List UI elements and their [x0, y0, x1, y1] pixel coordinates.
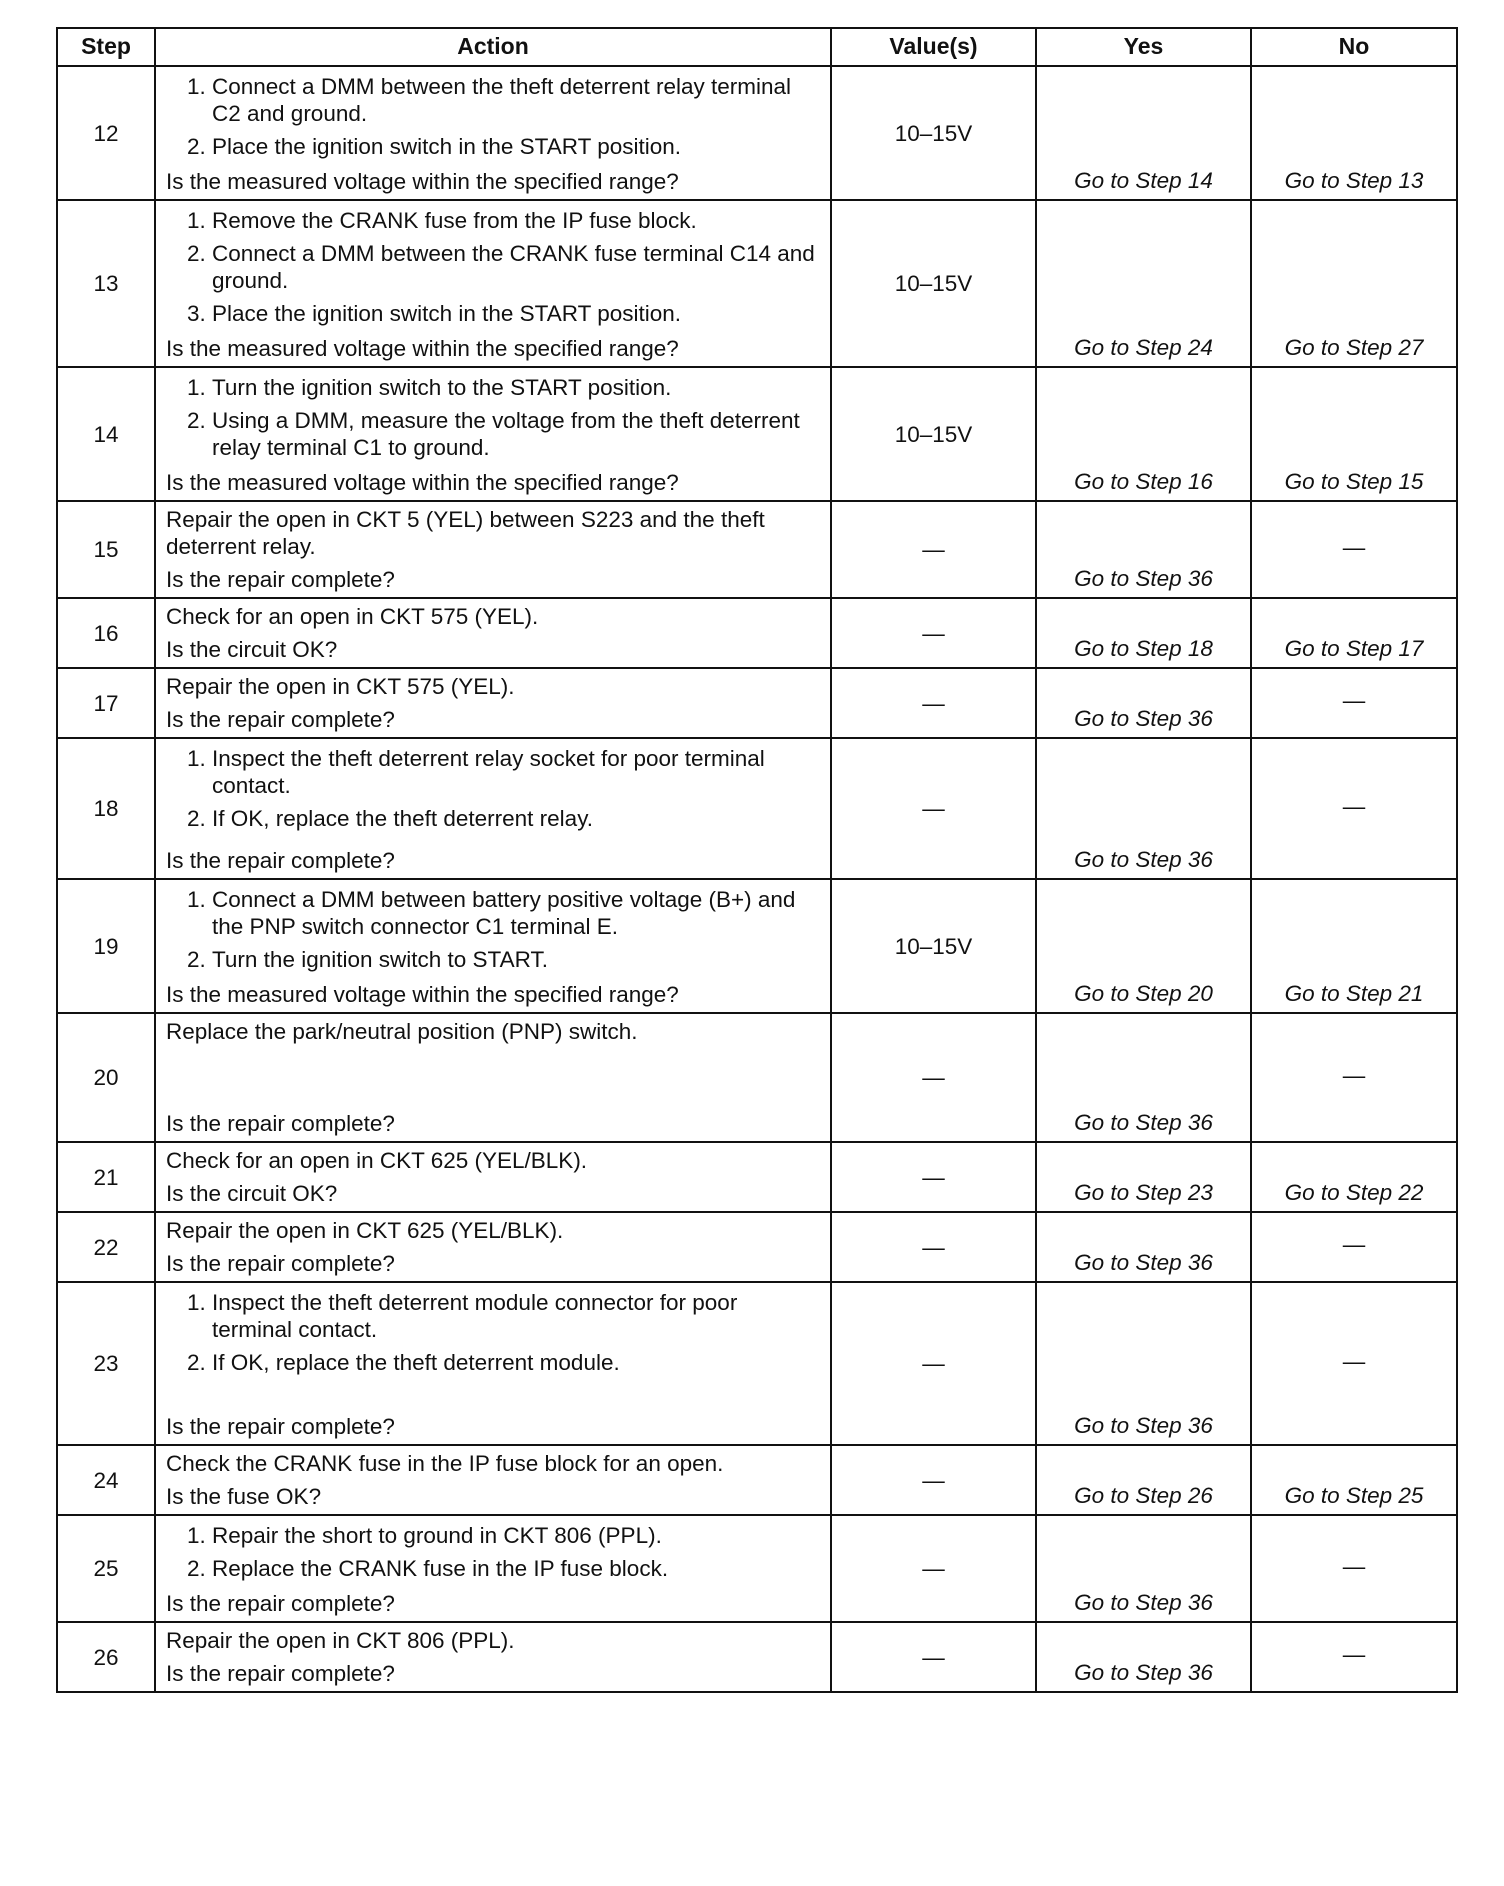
step-number: 16 — [57, 598, 155, 668]
no-cell: — — [1251, 1282, 1457, 1445]
diagnostic-table — [56, 27, 1458, 1693]
no-cell: Go to Step 17 — [1251, 598, 1457, 668]
no-cell: Go to Step 25 — [1251, 1445, 1457, 1515]
no-cell: Go to Step 15 — [1251, 367, 1457, 501]
value-cell: — — [831, 1142, 1036, 1212]
action-cell — [155, 501, 831, 598]
action-step: 2. Place the ignition switch in the START position. — [212, 133, 822, 160]
action-text: Repair the open in CKT 575 (YEL). — [166, 674, 515, 699]
table-row — [57, 1282, 1457, 1445]
action-steps-list — [166, 1522, 822, 1588]
table-row — [57, 1142, 1457, 1212]
value-cell: 10–15V — [831, 66, 1036, 200]
value-cell: 10–15V — [831, 200, 1036, 367]
action-text: Check the CRANK fuse in the IP fuse block for an open. — [166, 1451, 724, 1476]
yes-cell: Go to Step 26 — [1036, 1445, 1251, 1515]
no-cell: — — [1251, 1515, 1457, 1622]
step-number: 21 — [57, 1142, 155, 1212]
action-question: Is the repair complete? — [166, 1591, 395, 1616]
step-number: 15 — [57, 501, 155, 598]
value-cell: — — [831, 1212, 1036, 1282]
table-row — [57, 1445, 1457, 1515]
table-row — [57, 200, 1457, 367]
table-row — [57, 1622, 1457, 1692]
yes-cell: Go to Step 20 — [1036, 879, 1251, 1013]
yes-cell: Go to Step 24 — [1036, 200, 1251, 367]
table-row — [57, 879, 1457, 1013]
action-question: Is the repair complete? — [166, 1251, 395, 1276]
header-values: Value(s) — [831, 28, 1036, 66]
table-header-row — [57, 28, 1457, 66]
step-number: 26 — [57, 1622, 155, 1692]
no-cell: — — [1251, 668, 1457, 738]
value-cell: — — [831, 1013, 1036, 1142]
action-step: 1. Repair the short to ground in CKT 806 (PPL). — [212, 1522, 822, 1549]
action-step: 2. Turn the ignition switch to START. — [212, 946, 822, 973]
action-text: Repair the open in CKT 806 (PPL). — [166, 1628, 515, 1653]
action-steps-list — [166, 374, 822, 467]
value-cell: — — [831, 1622, 1036, 1692]
action-steps-list — [166, 1289, 822, 1382]
action-question: Is the repair complete? — [166, 848, 395, 873]
table-body — [57, 66, 1457, 1692]
value-cell: — — [831, 1515, 1036, 1622]
no-cell: Go to Step 21 — [1251, 879, 1457, 1013]
action-cell — [155, 738, 831, 879]
yes-cell: Go to Step 18 — [1036, 598, 1251, 668]
diagnostic-sheet — [56, 27, 1458, 1693]
step-number: 23 — [57, 1282, 155, 1445]
no-cell: Go to Step 22 — [1251, 1142, 1457, 1212]
step-number: 19 — [57, 879, 155, 1013]
action-question: Is the repair complete? — [166, 567, 395, 592]
table-row — [57, 1013, 1457, 1142]
action-steps-list — [166, 886, 822, 979]
action-steps-list — [166, 207, 822, 333]
yes-cell: Go to Step 23 — [1036, 1142, 1251, 1212]
action-text: Repair the open in CKT 625 (YEL/BLK). — [166, 1218, 564, 1243]
action-cell — [155, 200, 831, 367]
value-cell: — — [831, 598, 1036, 668]
action-cell — [155, 367, 831, 501]
action-step: 1. Turn the ignition switch to the START position. — [212, 374, 822, 401]
action-question: Is the measured voltage within the specified range? — [166, 982, 679, 1007]
action-question: Is the circuit OK? — [166, 1181, 338, 1206]
action-step: 2. If OK, replace the theft deterrent relay. — [212, 805, 822, 832]
header-yes: Yes — [1036, 28, 1251, 66]
header-step: Step — [57, 28, 155, 66]
action-cell — [155, 1142, 831, 1212]
value-cell: 10–15V — [831, 879, 1036, 1013]
action-text: Repair the open in CKT 5 (YEL) between S223 and the theft deterrent relay. — [166, 507, 765, 559]
action-question: Is the repair complete? — [166, 1111, 395, 1136]
yes-cell: Go to Step 36 — [1036, 1622, 1251, 1692]
action-cell — [155, 1282, 831, 1445]
action-cell — [155, 1622, 831, 1692]
action-steps-list — [166, 745, 822, 838]
no-cell: Go to Step 13 — [1251, 66, 1457, 200]
no-cell: — — [1251, 1013, 1457, 1142]
step-number: 24 — [57, 1445, 155, 1515]
value-cell: — — [831, 1445, 1036, 1515]
action-question: Is the circuit OK? — [166, 637, 338, 662]
value-cell: — — [831, 1282, 1036, 1445]
action-step: 2. Using a DMM, measure the voltage from the theft deterrent relay terminal C1 to ground. — [212, 407, 822, 461]
action-cell — [155, 668, 831, 738]
action-step: 1. Remove the CRANK fuse from the IP fuse block. — [212, 207, 822, 234]
yes-cell: Go to Step 36 — [1036, 501, 1251, 598]
action-question: Is the repair complete? — [166, 707, 395, 732]
table-row — [57, 668, 1457, 738]
action-question: Is the measured voltage within the specified range? — [166, 470, 679, 495]
value-cell: — — [831, 668, 1036, 738]
table-row — [57, 1515, 1457, 1622]
value-cell: — — [831, 738, 1036, 879]
action-step: 2. Connect a DMM between the CRANK fuse terminal C14 and ground. — [212, 240, 822, 294]
step-number: 22 — [57, 1212, 155, 1282]
yes-cell: Go to Step 36 — [1036, 1282, 1251, 1445]
action-steps-list — [166, 73, 822, 166]
action-step: 1. Inspect the theft deterrent relay socket for poor terminal contact. — [212, 745, 822, 799]
no-cell: — — [1251, 1622, 1457, 1692]
action-cell — [155, 598, 831, 668]
step-number: 13 — [57, 200, 155, 367]
no-cell: — — [1251, 501, 1457, 598]
yes-cell: Go to Step 36 — [1036, 1515, 1251, 1622]
step-number: 14 — [57, 367, 155, 501]
step-number: 12 — [57, 66, 155, 200]
no-cell: — — [1251, 738, 1457, 879]
action-question: Is the measured voltage within the specified range? — [166, 169, 679, 194]
action-cell — [155, 1212, 831, 1282]
action-cell — [155, 1515, 831, 1622]
action-cell — [155, 1445, 831, 1515]
table-row — [57, 501, 1457, 598]
yes-cell: Go to Step 36 — [1036, 1212, 1251, 1282]
action-cell — [155, 66, 831, 200]
step-number: 25 — [57, 1515, 155, 1622]
table-row — [57, 66, 1457, 200]
action-step: 1. Connect a DMM between the theft deterrent relay terminal C2 and ground. — [212, 73, 822, 127]
step-number: 20 — [57, 1013, 155, 1142]
action-step: 1. Connect a DMM between battery positive voltage (B+) and the PNP switch connector C1 terminal E. — [212, 886, 822, 940]
action-text: Check for an open in CKT 625 (YEL/BLK). — [166, 1148, 588, 1173]
action-question: Is the measured voltage within the specified range? — [166, 336, 679, 361]
action-text: Replace the park/neutral position (PNP) switch. — [166, 1019, 638, 1044]
no-cell: Go to Step 27 — [1251, 200, 1457, 367]
action-question: Is the fuse OK? — [166, 1484, 322, 1509]
yes-cell: Go to Step 36 — [1036, 738, 1251, 879]
yes-cell: Go to Step 16 — [1036, 367, 1251, 501]
header-no: No — [1251, 28, 1457, 66]
table-row — [57, 1212, 1457, 1282]
value-cell: 10–15V — [831, 367, 1036, 501]
action-cell — [155, 879, 831, 1013]
action-step: 1. Inspect the theft deterrent module connector for poor terminal contact. — [212, 1289, 822, 1343]
table-row — [57, 738, 1457, 879]
no-cell: — — [1251, 1212, 1457, 1282]
table-row — [57, 367, 1457, 501]
yes-cell: Go to Step 36 — [1036, 668, 1251, 738]
yes-cell: Go to Step 14 — [1036, 66, 1251, 200]
value-cell: — — [831, 501, 1036, 598]
table-row — [57, 598, 1457, 668]
step-number: 18 — [57, 738, 155, 879]
action-question: Is the repair complete? — [166, 1661, 395, 1686]
action-step: 2. Replace the CRANK fuse in the IP fuse block. — [212, 1555, 822, 1582]
action-cell — [155, 1013, 831, 1142]
action-question: Is the repair complete? — [166, 1414, 395, 1439]
action-step: 3. Place the ignition switch in the START position. — [212, 300, 822, 327]
action-text: Check for an open in CKT 575 (YEL). — [166, 604, 539, 629]
step-number: 17 — [57, 668, 155, 738]
header-action: Action — [155, 28, 831, 66]
action-step: 2. If OK, replace the theft deterrent module. — [212, 1349, 822, 1376]
yes-cell: Go to Step 36 — [1036, 1013, 1251, 1142]
